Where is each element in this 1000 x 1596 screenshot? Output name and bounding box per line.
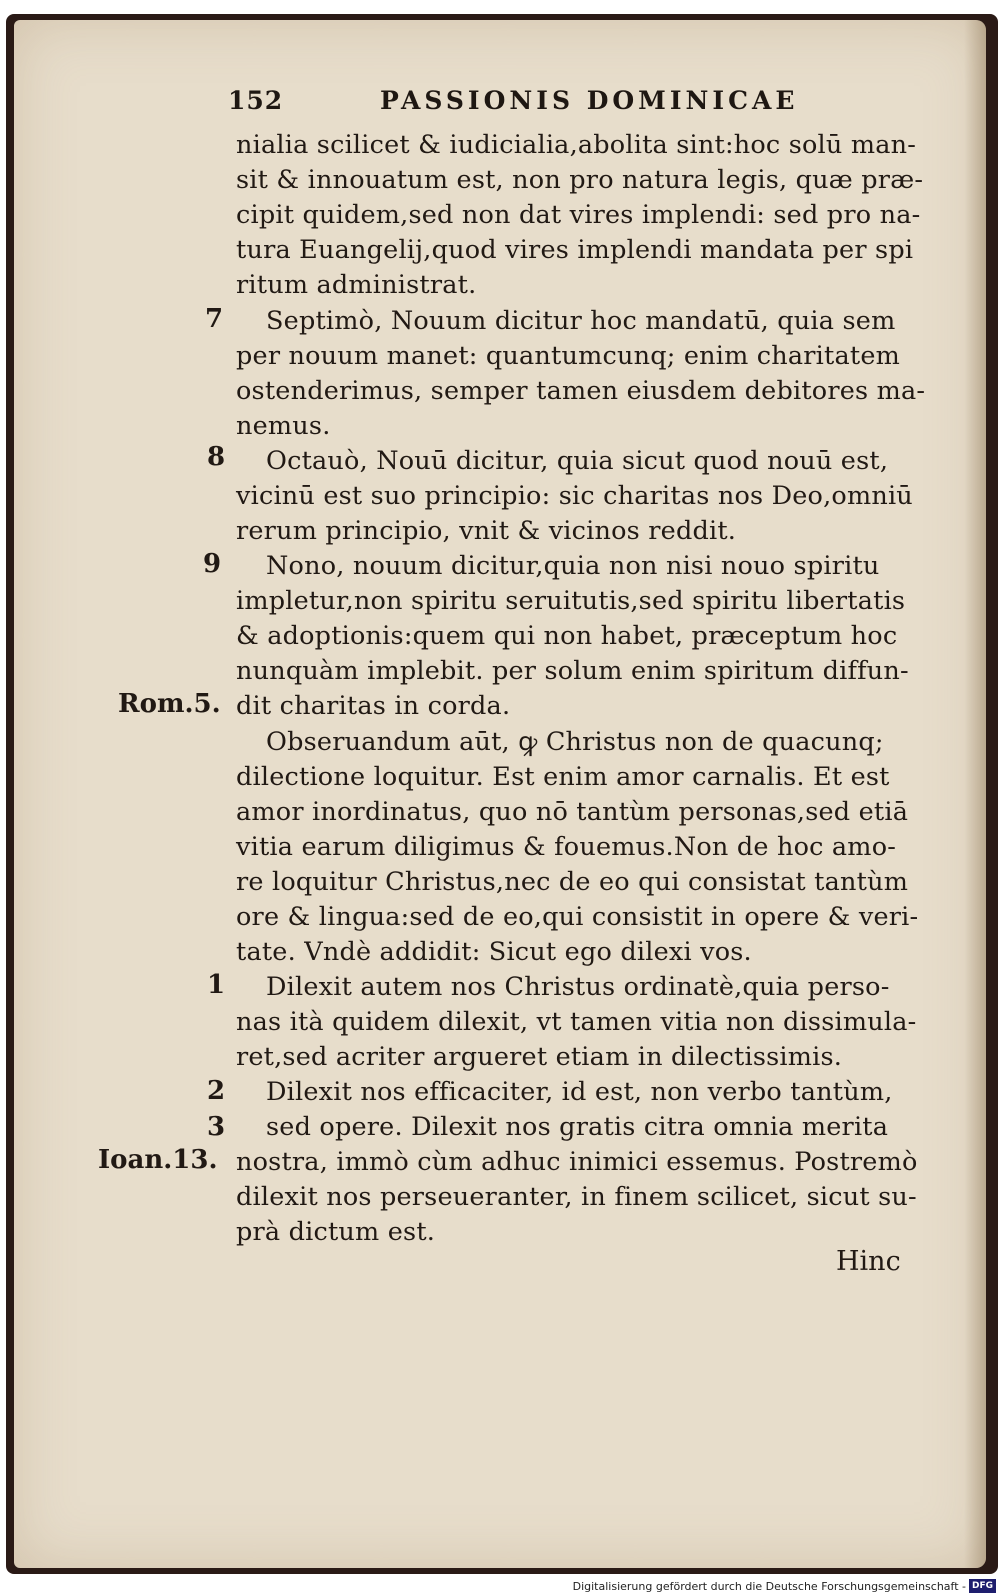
text-line: nas ità quidem dilexit, vt tamen vitia non dissimula- bbox=[236, 1007, 917, 1037]
text-line: vitia earum diligimus & fouemus.Non de hoc amo- bbox=[236, 832, 897, 862]
text-line: nialia scilicet & iudicialia,abolita sint:hoc solū man- bbox=[236, 130, 917, 160]
text-line: dilectione loquitur. Est enim amor carnalis. Et est bbox=[236, 762, 890, 792]
text-line: dilexit nos perseueranter, in finem scilicet, sicut su- bbox=[236, 1182, 917, 1212]
text-line: Octauò, Nouū dicitur, quia sicut quod nouū est, bbox=[266, 446, 889, 476]
text-line: tate. Vndè addidit: Sicut ego dilexi vos. bbox=[236, 937, 752, 967]
text-line: nemus. bbox=[236, 411, 331, 441]
margin-number: 3 bbox=[207, 1112, 226, 1142]
page-fore-edge bbox=[964, 20, 986, 1568]
text-line: vicinū est suo principio: sic charitas nos Deo,omniū bbox=[236, 481, 913, 511]
text-line: tura Euangelij,quod vires implendi mandata per spi bbox=[236, 235, 914, 265]
text-line: dit charitas in corda. bbox=[236, 691, 511, 721]
text-line: sit & innouatum est, non pro natura legis, quæ præ- bbox=[236, 165, 924, 195]
text-line: impletur,non spiritu seruitutis,sed spiritu libertatis bbox=[236, 586, 906, 616]
footer-bar bbox=[0, 1578, 1000, 1596]
margin-number: 7 bbox=[205, 304, 224, 334]
text-line: ritum administrat. bbox=[236, 270, 477, 300]
page-number: 152 bbox=[228, 86, 284, 115]
margin-number: 2 bbox=[207, 1076, 226, 1106]
footer-credit: Digitalisierung gefördert durch die Deutsche Forschungsgemeinschaft - bbox=[572, 1580, 966, 1593]
text-line: rerum principio, vnit & vicinos reddit. bbox=[236, 516, 737, 546]
text-line: cipit quidem,sed non dat vires implendi: sed pro na- bbox=[236, 200, 921, 230]
text-line: nostra, immò cùm adhuc inimici essemus. Postremò bbox=[236, 1147, 918, 1177]
margin-reference: Rom.5. bbox=[118, 689, 221, 719]
text-line: prà dictum est. bbox=[236, 1217, 436, 1247]
text-line: Obseruandum aūt, ꝙ Christus non de quacunq; bbox=[266, 727, 884, 757]
dfg-logo: DFG bbox=[969, 1579, 996, 1593]
text-line: ret,sed acriter argueret etiam in dilectissimis. bbox=[236, 1042, 843, 1072]
catchword: Hinc bbox=[836, 1246, 901, 1277]
text-line: amor inordinatus, quo nō tantùm personas,sed etiā bbox=[236, 797, 909, 827]
page-header bbox=[0, 86, 1000, 126]
text-line: Dilexit autem nos Christus ordinatè,quia perso- bbox=[266, 972, 890, 1002]
margin-number: 8 bbox=[207, 442, 226, 472]
text-line: Nono, nouum dicitur,quia non nisi nouo spiritu bbox=[266, 551, 880, 581]
text-line: ore & lingua:sed de eo,qui consistit in opere & veri- bbox=[236, 902, 919, 932]
text-line: ostenderimus, semper tamen eiusdem debitores ma- bbox=[236, 376, 926, 406]
text-line: & adoptionis:quem qui non habet, præceptum hoc bbox=[236, 621, 898, 651]
running-title: PASSIONIS DOMINICAE bbox=[380, 86, 799, 115]
margin-reference: Ioan.13. bbox=[98, 1145, 218, 1175]
margin-number: 1 bbox=[207, 970, 226, 1000]
text-line: sed opere. Dilexit nos gratis citra omnia merita bbox=[266, 1112, 889, 1142]
text-line: re loquitur Christus,nec de eo qui consistat tantùm bbox=[236, 867, 909, 897]
text-line: per nouum manet: quantumcunq; enim charitatem bbox=[236, 341, 901, 371]
text-line: nunquàm implebit. per solum enim spiritum diffun- bbox=[236, 656, 909, 686]
text-line: Septimò, Nouum dicitur hoc mandatū, quia sem bbox=[266, 306, 896, 336]
text-line: Dilexit nos efficaciter, id est, non verbo tantùm, bbox=[266, 1077, 893, 1107]
margin-number: 9 bbox=[203, 549, 222, 579]
